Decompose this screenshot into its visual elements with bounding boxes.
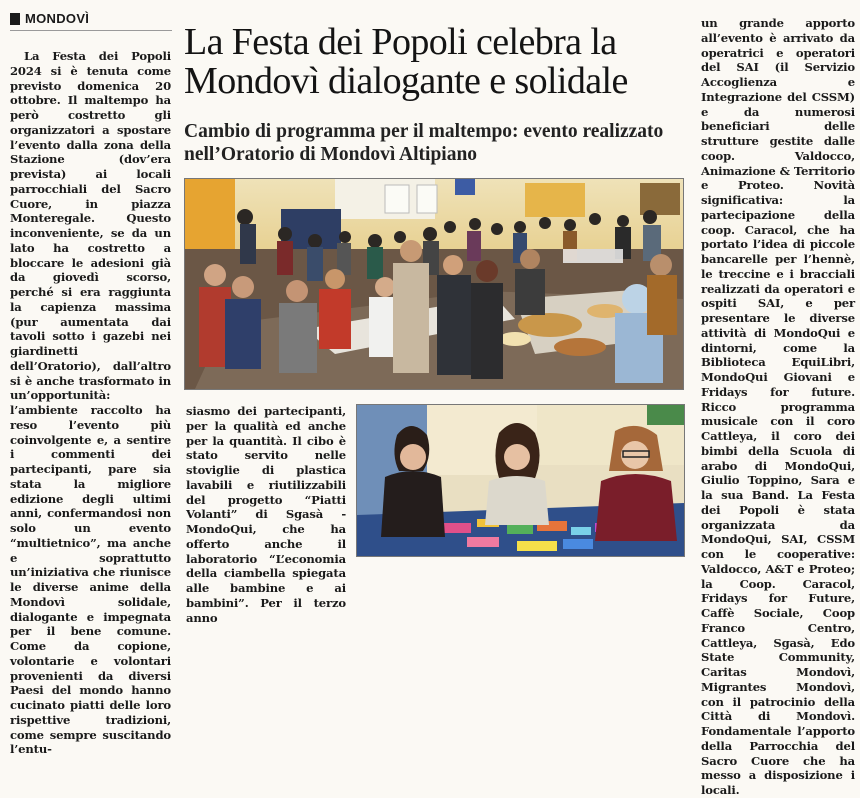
photo-craft-workshop-illustration: [357, 405, 684, 556]
photo-festival-crowd: [184, 178, 684, 390]
column-1-text: La Festa dei Popoli 2024 si è tenuta come previsto domenica 20 ottobre. Il maltempo ha però costretto gli organizzatori a spostare l’evento dalla zona della Stazione (dov’era prevista) ai locali parrocchiali del Sacro Cuore, in piazza Monteregale. Questo inconveniente, se da un lato ha costretto a bloccare le adesioni già da giovedì scorso, perché si era raggiunta la capienza massima (pur aumentata dai tavoli sotto i gazebi nei giardinetti dell’Oratorio), dall’altro si è anche trasformato in un’opportunità: l’ambiente raccolto ha reso l’evento più coinvolgente e, a sentire i commenti dei partecipanti, pare sia stata la migliore edizione degli ultimi anni, confermandosi non solo un evento “multietnico”, ma anche e soprattutto un’iniziativa che riunisce le diverse anime della Mondovì solidale, dialogante e impegnata per il bene comune. Come da copione, volontarie e volontari provenienti da diversi Paesi del mondo hanno cucinato piatti delle loro rispettive tradizioni, come sempre suscitando l’entu-: [10, 49, 171, 757]
section-label: MONDOVÌ: [25, 11, 90, 26]
article-column-3: [701, 16, 855, 797]
column-3-text: un grande apporto all’evento è arrivato da operatrici e operatori del SAI (il Servizio Accoglienza e Integrazione del CSSM) e da numerosi beneficiari delle strutture gestite dalle coop. Valdocco, Animazione & Territorio e Proteo. Novità significativa: la partecipazione della coop. Caracol, che ha portato l’idea di piccole bancarelle per l’hennè, le treccine e i bracciali realizzati da operatori e ospiti SAI, e per presentare le diverse attività di MondoQui e dintorni, come la Biblioteca EquiLibri, MondoQui Giovani e Fridays for future. Ricco programma musicale con il coro Cattleya, il coro dei bimbi della Scuola di arabo di MondoQui, Giulio Toppino, Sara e la sua Band. La Festa dei Popoli è stata organizzata da MondoQui, SAI, CSSM con le cooperative: Valdocco, A&T e Proteo; la Coop. Caracol, Fridays for Future, Caffè Sociale, Coop Franco Centro, Cattleya, Sgasà, Edo State Community, Caritas Mondovì, Migrantes Mondovì, con il patrocinio della Città di Mondovì. Fondamentale l’apporto della Parrocchia del Sacro Cuore che ha messo a disposizione i locali.: [701, 16, 855, 797]
photo-craft-workshop: [356, 404, 685, 557]
article-column-1: [10, 49, 171, 757]
column-2-text: siasmo dei partecipanti, per la qualità ed anche per la quantità. Il cibo è stato servito nelle stoviglie di plastica lavabili e riutilizzabili del progetto “Piatti Volanti” di Sgasà - MondoQui, che ha offerto anche il laboratorio “L’economia della ciambella spiegata alle bambine e ai bambini”. Per il terzo anno: [186, 404, 346, 625]
subheadline: Cambio di programma per il maltempo: evento realizzato nell’Oratorio di Mondovì Altipiano: [184, 121, 664, 165]
photo-festival-crowd-illustration: [185, 179, 683, 389]
section-marker: [10, 13, 20, 25]
section-tag: [10, 10, 172, 31]
headline: La Festa dei Popoli celebra la Mondovì dialogante e solidale: [184, 21, 628, 102]
article-column-2: [186, 404, 346, 625]
